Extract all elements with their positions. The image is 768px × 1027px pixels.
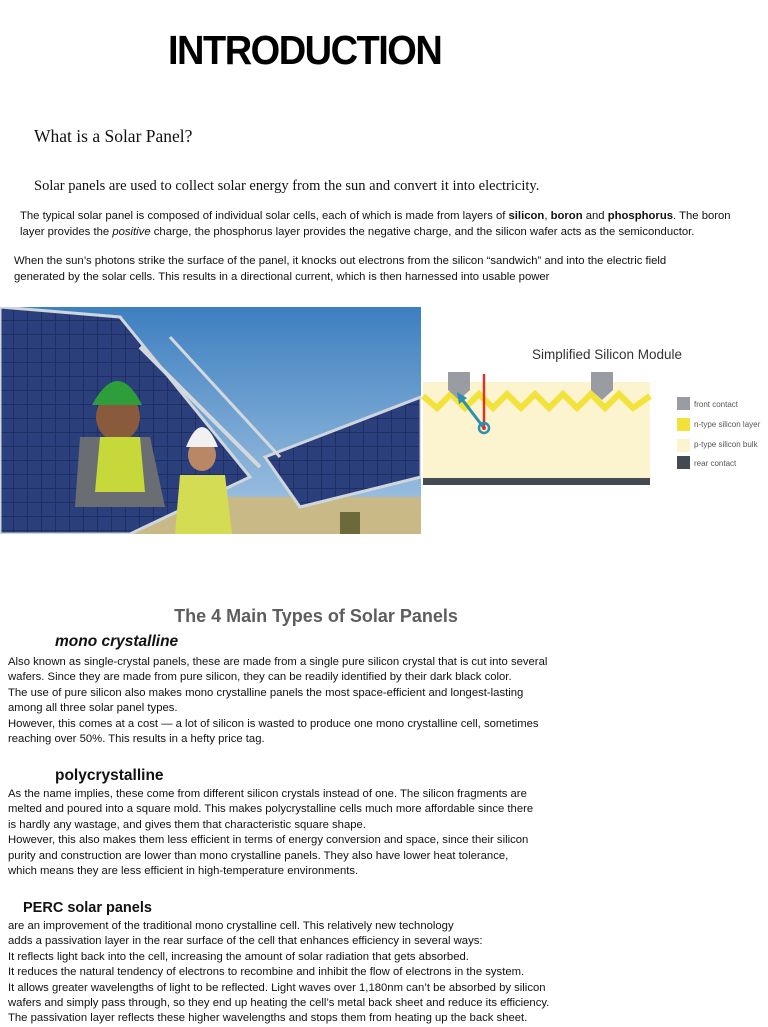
legend-label: rear contact [694,459,737,468]
diagram-title: Simplified Silicon Module [532,347,683,362]
term-silicon: silicon [508,210,545,222]
solar-installation-photo [0,307,421,534]
paragraph-line: It reflects light back into the cell, increasing the amount of solar radiation that gets absorbed. [8,950,469,963]
paragraph-line: It reduces the natural tendency of electrons to recombine and inhibit the flow of electrons in the system. [8,966,525,979]
term-positive: positive [112,225,151,238]
paragraph-line: When the sun’s photons strike the surface of the panel, it knocks out electrons from the silicon “sandwich” and into the electric field [14,255,667,267]
paragraph-line: melted and poured into a square mold. This makes polycrystalline cells much more affordable since there [8,803,534,816]
section-title: The 4 Main Types of Solar Panels [174,606,458,626]
paragraph-line: It allows greater wavelengths of light to be reflected. Light waves over 1,180nm can’t be absorbed by silicon [8,981,546,994]
lead-sentence: Solar panels are used to collect solar energy from the sun and convert it into electricity. [34,178,540,194]
paragraph-line: are an improvement of the traditional mono crystalline cell. This relatively new technology [8,920,454,932]
polycrystalline-text [8,787,578,879]
paragraph-line: among all three solar panel types. [8,702,178,715]
paragraph-line: generated by the solar cells. This results in a directional current, which is then harnessed into usable power [14,270,550,283]
paragraph-line: However, this also makes them less efficient in terms of energy conversion and space, since their silicon [8,834,529,847]
legend-swatch-front-contact [677,397,690,410]
legend-label: p-type silicon bulk [694,440,758,449]
perc-text [8,919,578,1027]
paragraph-line: wafers and simply pass through, so they end up heating the cell’s metal back sheet and reduce its efficiency. [8,997,550,1010]
polycrystalline-heading: polycrystalline [55,767,164,784]
paragraph-line: Also known as single-crystal panels, these are made from a single pure silicon crystal that is cut into several [8,656,548,668]
legend-swatch-p-type [677,439,690,452]
term-boron: boron [550,210,583,222]
paragraph-line: wafers. Since they are made from pure silicon, they can be readily identified by their dark black color. [8,671,512,684]
paragraph-line: However, this comes at a cost — a lot of silicon is wasted to produce one mono crystalline cell, sometimes [8,717,539,730]
term-phosphorus: phosphorus [607,210,674,222]
perc-heading: PERC solar panels [23,900,152,916]
rear-contact [423,478,650,485]
paragraph-line: adds a passivation layer in the rear surface of the cell that enhances efficiency in several ways: [8,935,483,948]
mono-crystalline-text [8,655,578,747]
paragraph-line: The passivation layer reflects these higher wavelengths and stops them from heating up the back sheet. [8,1012,528,1025]
composition-paragraph: The typical solar panel is composed of individual solar cells, each of which is made from layers of silicon, boron and phosphorus. The boron layer provides the positive charge, the phosphorus layer provides the negative charge, and the silicon wafer acts as the semiconductor. [20,210,731,238]
legend-swatch-n-type [677,418,690,431]
paragraph-line: which means they are less efficient in high-temperature environments. [8,865,359,878]
page-title: INTRODUCTION [168,28,442,74]
silicon-module-diagram [421,332,768,492]
legend-label: front contact [694,400,739,409]
paragraph-line: reaching over 50%. This results in a hefty price tag. [8,733,265,746]
photon-paragraph [14,254,754,285]
paragraph-line: The use of pure silicon also makes mono crystalline panels the most space-efficient and longest-lasting [8,686,524,699]
legend-label: n-type silicon layer [694,420,761,429]
question-heading: What is a Solar Panel? [34,126,193,146]
paragraph-line: As the name implies, these come from different silicon crystals instead of one. The silicon fragments are [8,788,527,800]
paragraph-line: purity and construction are lower than mono crystalline panels. They also have lower heat tolerance, [8,849,509,862]
paragraph-line: is hardly any wastage, and gives them that characteristic square shape. [8,818,366,831]
legend-swatch-rear-contact [677,456,690,469]
mono-crystalline-heading: mono crystalline [55,633,179,650]
